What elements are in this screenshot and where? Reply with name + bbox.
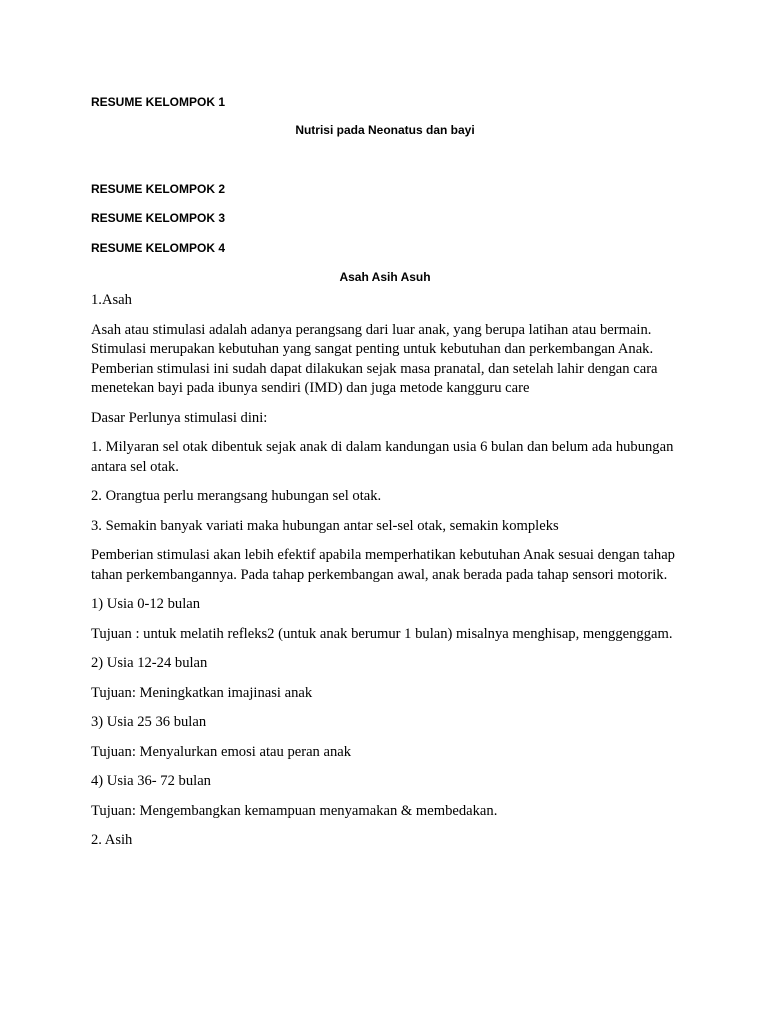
- resume-heading-4: RESUME KELOMPOK 4: [91, 241, 226, 255]
- list-item-1: 1. Milyaran sel otak dibentuk sejak anak di dalam kandungan usia 6 bulan dan belum ada hubungan antara sel otak.: [91, 439, 674, 475]
- resume-heading-3: RESUME KELOMPOK 3: [91, 211, 226, 225]
- age-range-1: 1) Usia 0-12 bulan: [91, 596, 201, 612]
- age-range-3: 3) Usia 25 36 bulan: [91, 714, 207, 730]
- resume-heading-2: RESUME KELOMPOK 2: [91, 182, 226, 196]
- spacer: [91, 138, 679, 181]
- document-body: [91, 94, 679, 861]
- subheading-asah: 1.Asah: [91, 292, 132, 308]
- age-range-2: 2) Usia 12-24 bulan: [91, 655, 208, 671]
- goal-2: Tujuan: Meningkatkan imajinasi anak: [91, 684, 313, 701]
- list-item-3: 3. Semakin banyak variati maka hubungan antar sel-sel otak, semakin kompleks: [91, 517, 559, 534]
- age-range-4: 4) Usia 36- 72 bulan: [91, 773, 211, 789]
- goal-3: Tujuan: Menyalurkan emosi atau peran anak: [91, 743, 352, 760]
- goal-4: Tujuan: Mengembangkan kemampuan menyamakan & membedakan.: [91, 802, 498, 819]
- resume-heading-1: RESUME KELOMPOK 1: [91, 95, 226, 109]
- section-title-asah-asih-asuh: Asah Asih Asuh: [339, 270, 431, 284]
- paragraph-definition: Asah atau stimulasi adalah adanya perangsang dari luar anak, yang berupa latihan atau bermain. Stimulasi merupakan kebutuhan yang sangat penting untuk kebutuhan dan perkembangan Anak. Pemberian stimulasi ini sudah dapat dilakukan sejak masa pranatal, dan setelah lahir dengan cara menetekan bayi pada ibunya sendiri (IMD) dan juga metode kangguru care: [91, 321, 658, 396]
- subheading-asih: 2. Asih: [91, 832, 133, 848]
- list-item-2: 2. Orangtua perlu merangsang hubungan sel otak.: [91, 488, 382, 504]
- goal-1: Tujuan : untuk melatih refleks2 (untuk anak berumur 1 bulan) misalnya menghisap, menggenggam.: [91, 625, 673, 642]
- paragraph-stimulasi: Pemberian stimulasi akan lebih efektif apabila memperhatikan kebutuhan Anak sesuai dengan tahap tahan perkembangannya. Pada tahap perkembangan awal, anak berada pada tahap sensori motorik.: [91, 547, 675, 583]
- section-title-nutrisi: Nutrisi pada Neonatus dan bayi: [295, 123, 475, 137]
- paragraph-dasar: Dasar Perlunya stimulasi dini:: [91, 409, 268, 426]
